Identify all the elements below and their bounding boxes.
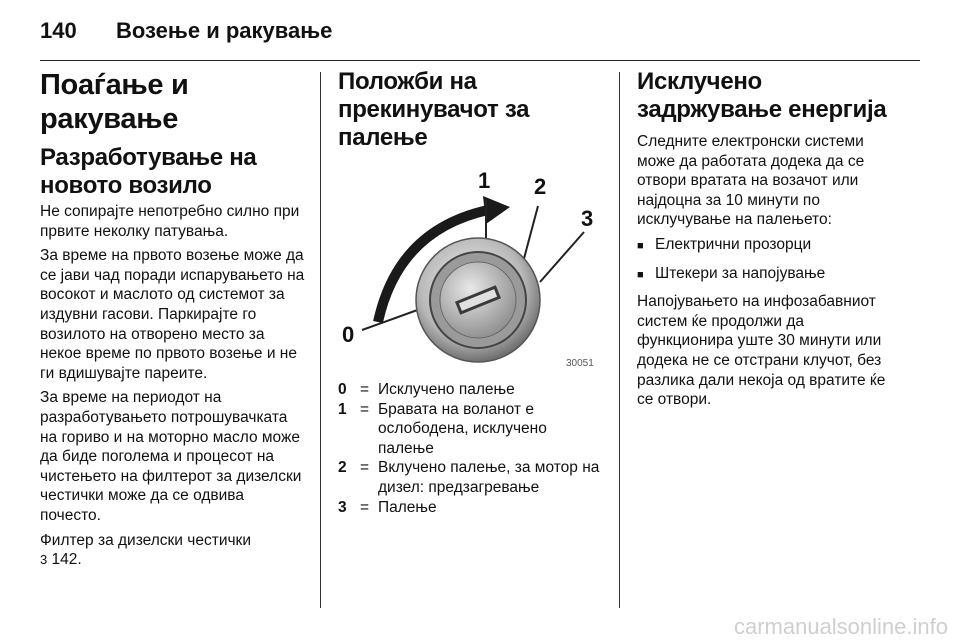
position-label-2: 2 bbox=[534, 174, 547, 199]
page-header bbox=[40, 14, 920, 48]
page-number: 140 bbox=[40, 18, 77, 43]
tick-line bbox=[522, 206, 538, 266]
tick-line bbox=[540, 232, 584, 282]
arrow-icon: 3 bbox=[40, 552, 48, 568]
column-divider bbox=[619, 72, 620, 608]
square-bullet-icon: ■ bbox=[637, 239, 644, 252]
subsection-title: Положби на прекинувачот за палење bbox=[338, 68, 530, 151]
column-2 bbox=[338, 68, 603, 517]
xref-label: Филтер за дизелски честички bbox=[40, 531, 251, 549]
square-bullet-icon: ■ bbox=[637, 268, 644, 281]
watermark: carmanualsonline.info bbox=[733, 614, 948, 639]
header-rule bbox=[40, 60, 920, 61]
legend-item: 2 = Вклучено палење, за мотор на дизел: предзагревање bbox=[338, 459, 600, 496]
subsection-title: Разработување на новото возило bbox=[40, 144, 257, 199]
list-item: ■ Штекери за напојување bbox=[637, 264, 902, 286]
xref-link[interactable] bbox=[40, 551, 82, 568]
paragraph: Не сопирајте непотребно силно при првите неколку патувања. bbox=[40, 203, 300, 240]
column-3 bbox=[637, 68, 902, 415]
paragraph: Напојувањето на инфозабавниот систем ќе продолжи да функционира уште 30 минути или додека не се отстрани клучот, без разлика дали некоја од вратите ќе се отвори. bbox=[637, 293, 886, 409]
paragraph: За време на првото возење може да се јави чад поради испарувањето на восокот и маслото од системот за издувни гасови. Паркирајте го возилото на отворено место за некое време по првото возење и не ги вдишувајте пареите. bbox=[40, 247, 305, 382]
paragraph-xref bbox=[40, 531, 305, 570]
arrow-head-icon bbox=[483, 196, 510, 224]
column-1 bbox=[40, 68, 305, 575]
ignition-switch-figure bbox=[338, 160, 603, 372]
subsection-title: Исклучено задржување енергија bbox=[637, 68, 887, 123]
paragraph: Следните електронски системи може да работата додека да се отвори вратата на возачот или најдоцна за 10 минути по исклучување на палењето: bbox=[637, 133, 865, 229]
legend-list bbox=[338, 380, 603, 517]
xref-page: 142. bbox=[51, 551, 82, 569]
list-item: ■ Електрични прозорци bbox=[637, 235, 902, 257]
legend-item: 3 = Палење bbox=[338, 498, 437, 516]
column-divider bbox=[320, 72, 321, 608]
position-label-1: 1 bbox=[478, 168, 491, 193]
legend-item: 0 = Исклучено палење bbox=[338, 381, 515, 398]
paragraph: За време на периодот на разработувањето потрошувачката на гориво и на моторно масло може да биде поголема и процесот на чистењето на филтерот за дизелски честички може да се одвива почесто. bbox=[40, 389, 302, 524]
bullet-list bbox=[637, 235, 902, 285]
running-title: Возење и ракување bbox=[116, 18, 333, 43]
ignition-switch-illustration bbox=[338, 160, 603, 372]
figure-code: 30051 bbox=[566, 358, 594, 369]
position-label-3: 3 bbox=[581, 206, 594, 231]
legend-item: 1 = Бравата на воланот е ослободена, исклучено палење bbox=[338, 400, 547, 457]
section-title: Поаѓање и ракување bbox=[40, 69, 189, 135]
position-label-0: 0 bbox=[342, 322, 355, 347]
